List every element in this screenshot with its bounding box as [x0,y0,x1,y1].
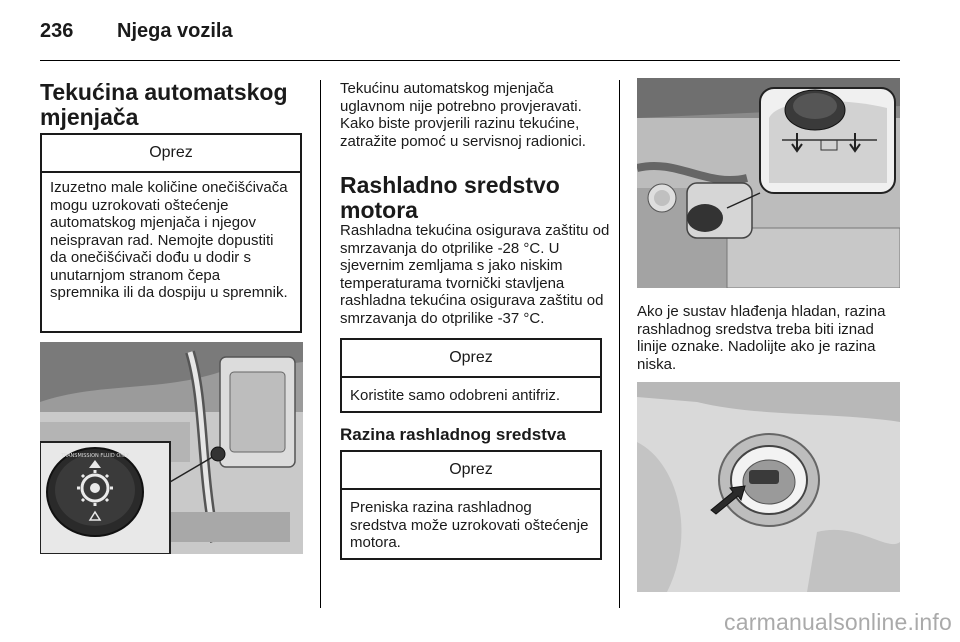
caution-text: Preniska razina rashladnog sredstva može uzrokovati oštećenje motora. [350,499,589,551]
transmission-engine-illustration [40,342,303,554]
caution-title: Oprez [342,340,600,378]
coolant-level-instruction: Ako je sustav hlađenja hladan, razina rashladnog sredstva treba biti iznad linije oznake. Nadolijte ako je razina niska. [637,303,886,373]
running-title: Njega vozila [117,20,233,42]
caution-box-antifreeze [340,338,602,413]
coolant-filler-neck-illustration [637,382,900,592]
coolant-reservoir-photo [637,78,900,288]
coolant-paragraph: Rashladna tekućina osigurava zaštitu od smrzavanja do otprilike -28 °C. U sjevernim zemljama s jako niskim temperaturama tvornički stavljena rashladna tekućina osigurava zaštitu od smrzavanja do otprilike -37 °C. [340,222,610,327]
page-number: 236 [40,20,74,42]
transmission-check-paragraph: Tekućinu automatskog mjenjača uglavnom nije potrebno provjeravati. Kako biste provjerili razinu tekućine, zatražite pomoć u servisnoj radionici. [340,80,586,150]
caution-title: Oprez [42,135,300,173]
section-heading-transmission-fluid: Tekućina automatskog mjenjača [40,79,288,130]
section-heading-coolant: Rashladno sredstvo motora [340,172,560,223]
cap-label: TRANSMISSION FLUID ONLY [60,453,130,459]
coolant-engine-illustration [637,78,900,288]
column-divider-1 [320,80,321,608]
transmission-dipstick-photo [40,342,303,554]
subheading-coolant-level: Razina rashladnog sredstva [340,425,566,444]
caution-box-coolant-level [340,450,602,560]
coolant-cap-closeup-photo [637,382,900,592]
caution-title: Oprez [342,452,600,490]
caution-box-transmission [40,133,302,333]
caution-text: Koristite samo odobreni antifriz. [350,387,561,404]
column-divider-2 [619,80,620,608]
header-rule [40,60,900,61]
watermark: carmanualsonline.info [724,609,952,635]
caution-text: Izuzetno male količine onečišćivača mogu uzrokovati oštećenje automatskog mjenjača i njegov neispravan rad. Nemojte dopustiti da onečišćivači dođu u dodir s unutarnjom stranom čepa spremnika ili da dospiju u spremnik. [50,179,288,301]
